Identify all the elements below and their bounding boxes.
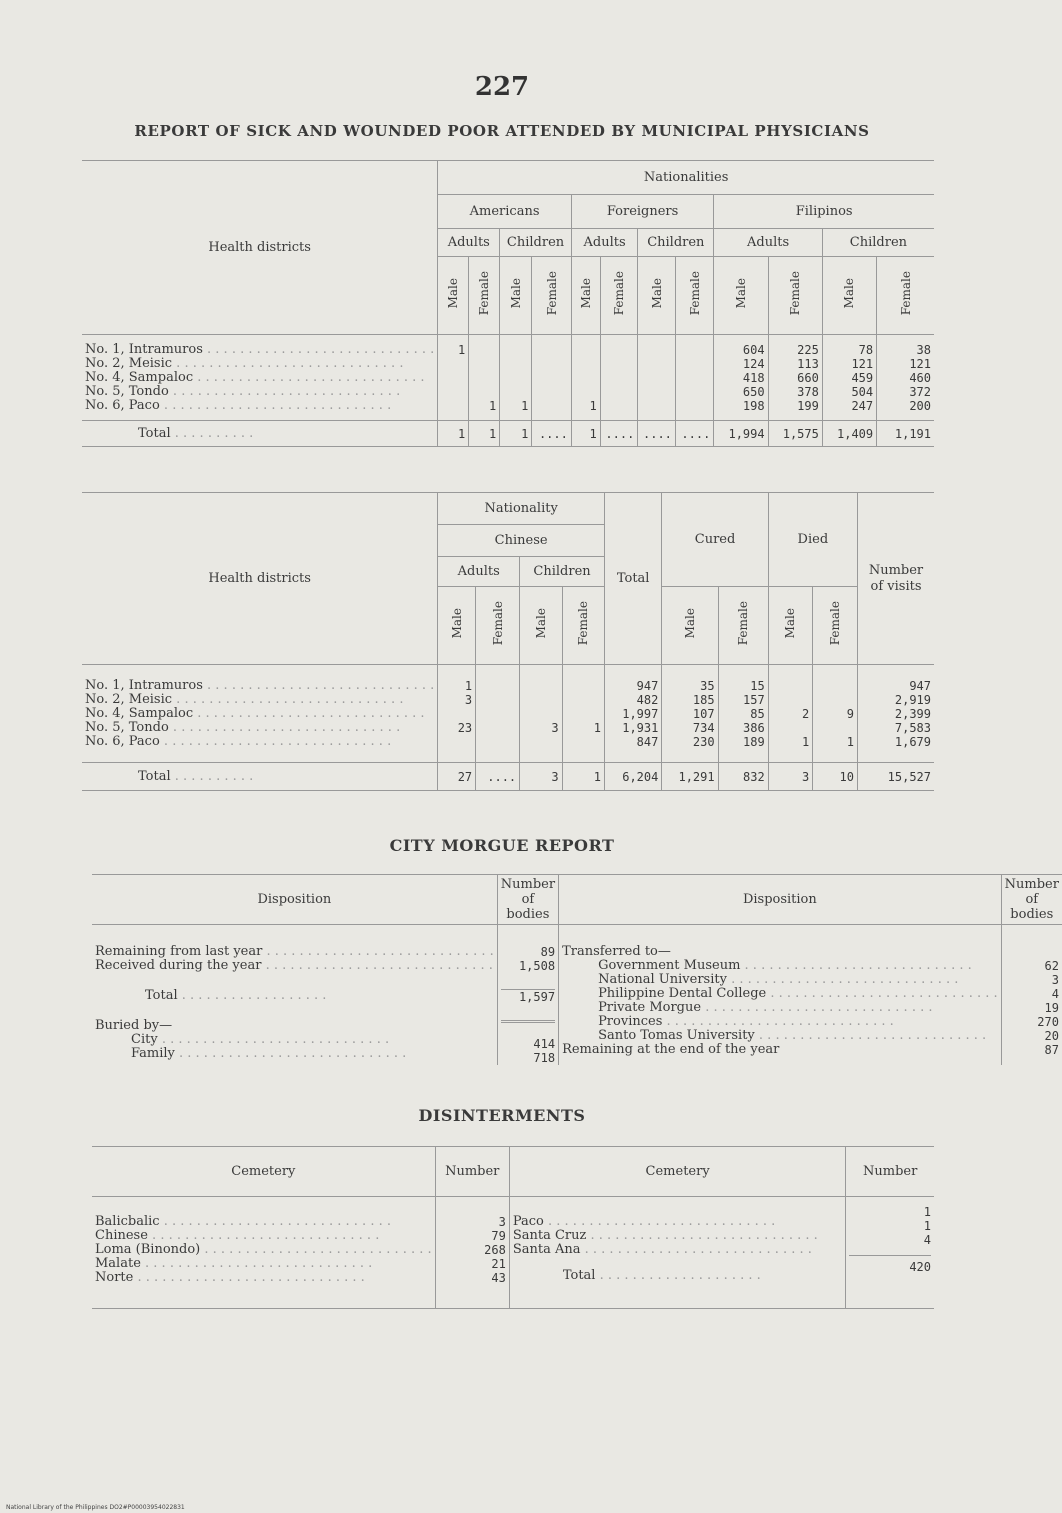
health-districts-header: Health districts <box>82 493 438 665</box>
value-cell <box>816 679 854 693</box>
cured-female-col <box>718 665 768 763</box>
value-cell <box>523 707 558 721</box>
list-item: No. 2, Meisic . . . . . . . . . . . . . . . . . . . . . . . . . . . . <box>85 356 404 371</box>
value-cell: 660 <box>797 371 819 385</box>
list-item: No. 5, Tondo . . . . . . . . . . . . . . . . . . . . . . . . . . . . <box>85 720 401 735</box>
value-cell <box>535 399 567 413</box>
chinese-child-male-col <box>520 665 562 763</box>
value-cell: 378 <box>797 385 819 399</box>
value-cell: 1 <box>923 1205 931 1219</box>
total-cell: 15,527 <box>858 763 935 791</box>
value-cell: 23 <box>457 721 473 735</box>
value-cell: 189 <box>743 735 765 749</box>
value-cell: 121 <box>851 357 874 371</box>
americans-adult-male-col <box>438 335 469 421</box>
value-cell <box>566 735 601 749</box>
value-cell <box>479 679 516 693</box>
foreigners-child-female-col <box>675 335 713 421</box>
value-cell: 1 <box>458 343 466 357</box>
value-cell: 15 <box>750 679 765 693</box>
bodies-header: Number of bodies <box>1001 875 1062 925</box>
total-cell: .... <box>600 421 638 447</box>
district-list <box>85 679 434 749</box>
chinese-adult-female-col <box>476 665 520 763</box>
value-cell: 230 <box>692 735 715 749</box>
male-header: Male <box>783 608 798 639</box>
value-cell <box>575 357 597 371</box>
value-cell: 372 <box>909 385 931 399</box>
value-cell <box>604 371 635 385</box>
value-cell <box>679 385 710 399</box>
value-cell <box>566 679 601 693</box>
list-item: City . . . . . . . . . . . . . . . . . . . . . . . . . . . . <box>131 1032 390 1047</box>
value-cell: 459 <box>851 371 874 385</box>
total-cell: .... <box>675 421 713 447</box>
list-item: No. 5, Tondo . . . . . . . . . . . . . . . . . . . . . . . . . . . . <box>85 384 401 399</box>
value-cell <box>772 721 810 735</box>
buried-values <box>501 1037 555 1065</box>
value-cell: 35 <box>700 679 715 693</box>
value-cell: 1 <box>923 1219 931 1233</box>
value-cell <box>479 707 516 721</box>
total-cell: 1 <box>562 763 604 791</box>
total-cell: 3 <box>768 763 813 791</box>
value-cell: 270 <box>1037 1015 1059 1029</box>
foreigners-header: Foreigners <box>571 195 713 229</box>
value-cell <box>641 399 672 413</box>
value-cell <box>679 399 710 413</box>
list-item: No. 1, Intramuros . . . . . . . . . . . . . . . . . . . . . . . . . . . . <box>85 342 435 357</box>
total-value: 1,597 <box>518 990 556 1004</box>
value-cell: 2 <box>802 707 810 721</box>
list-item: Paco . . . . . . . . . . . . . . . . . . . . . . . . . . . . <box>512 1214 776 1229</box>
died-male-col <box>768 665 813 763</box>
foreigners-child-male-col <box>638 335 676 421</box>
total-cell: 6,204 <box>604 763 661 791</box>
value-cell <box>679 343 710 357</box>
female-header: Female <box>490 601 505 646</box>
value-cell <box>472 357 496 371</box>
list-item: Malate . . . . . . . . . . . . . . . . . . . . . . . . . . . . <box>95 1256 373 1271</box>
value-cell: 38 <box>916 343 931 357</box>
total-cell: 1,409 <box>822 421 876 447</box>
value-cell <box>641 343 672 357</box>
adults-header: Adults <box>714 229 823 257</box>
value-cell: 4 <box>1051 987 1059 1001</box>
cemetery-values <box>435 1197 509 1309</box>
value-cell: 1,508 <box>518 959 556 973</box>
value-cell: 78 <box>858 343 874 357</box>
received-values <box>501 945 555 973</box>
list-item: Private Morgue . . . . . . . . . . . . . . . . . . . . . . . . . . . . <box>598 1000 933 1015</box>
table-row <box>82 335 934 421</box>
value-cell: 124 <box>742 357 765 371</box>
list-item: Government Museum . . . . . . . . . . . . . . . . . . . . . . . . . . . . <box>598 958 972 973</box>
value-cell <box>479 721 516 735</box>
total-header: Total <box>604 493 661 665</box>
filipinos-header: Filipinos <box>714 195 934 229</box>
total-cell: .... <box>476 763 520 791</box>
list-item: Norte . . . . . . . . . . . . . . . . . . . . . . . . . . . . <box>95 1270 365 1285</box>
transfer-values <box>1001 925 1062 1066</box>
total-row: Total . . . . . . . . . . 27 .... 3 1 6,204 1,291 832 3 10 15,527 <box>82 763 934 791</box>
page-number: 227 <box>474 72 530 102</box>
value-cell: 43 <box>491 1271 506 1285</box>
value-cell <box>503 371 528 385</box>
value-cell: 198 <box>742 399 765 413</box>
cemetery-header: Cemetery <box>92 1147 435 1197</box>
table-row <box>82 665 934 763</box>
chinese-adult-male-col <box>438 665 476 763</box>
value-cell: 113 <box>797 357 819 371</box>
visits-col <box>858 665 935 763</box>
value-cell <box>441 385 465 399</box>
value-cell: 1 <box>521 399 529 413</box>
total-cell: 1 <box>571 421 600 447</box>
disposition-header: Disposition <box>559 875 1002 925</box>
value-cell <box>604 385 635 399</box>
list-item: Received during the year . . . . . . . . . . . . . . . . . . . . . . . . . . . . <box>95 958 493 973</box>
value-cell <box>472 371 496 385</box>
value-cell: 3 <box>498 1215 506 1229</box>
male-header: Male <box>446 278 461 309</box>
cured-male-col <box>662 665 718 763</box>
value-cell <box>816 693 854 707</box>
total-row: Total . . . . . . . . . . 1 1 1 .... 1 .... .... .... 1,994 1,575 1,409 1,191 <box>82 421 934 447</box>
value-cell: 1,679 <box>894 735 931 749</box>
value-cell <box>479 735 516 749</box>
value-cell: 268 <box>484 1243 506 1257</box>
male-header: Male <box>682 608 697 639</box>
value-cell <box>535 385 567 399</box>
list-item: Family . . . . . . . . . . . . . . . . . . . . . . . . . . . . <box>131 1046 407 1061</box>
value-cell: 1,931 <box>622 721 659 735</box>
value-cell <box>641 385 672 399</box>
buried-by-label: Buried by— <box>95 1018 173 1033</box>
visits-header: Number of visits <box>858 493 935 665</box>
value-cell: 21 <box>491 1257 506 1271</box>
value-cell <box>503 385 528 399</box>
filipinos-child-male-col <box>822 335 876 421</box>
value-cell: 87 <box>1044 1043 1059 1057</box>
value-cell <box>441 399 465 413</box>
total-label: Total <box>138 768 171 784</box>
value-cell <box>575 343 597 357</box>
list-item: Balicbalic . . . . . . . . . . . . . . . . . . . . . . . . . . . . <box>95 1214 391 1229</box>
value-cell: 157 <box>743 693 765 707</box>
list-item: National University . . . . . . . . . . . . . . . . . . . . . . . . . . . . <box>598 972 959 987</box>
female-header: Female <box>477 271 492 316</box>
value-cell <box>441 707 472 721</box>
value-cell: 3 <box>551 721 559 735</box>
female-header: Female <box>576 601 591 646</box>
total-cell: 1,575 <box>768 421 822 447</box>
value-cell <box>441 357 465 371</box>
filipinos-adult-female-col <box>768 335 822 421</box>
value-cell <box>816 721 854 735</box>
value-cell: 604 <box>742 343 765 357</box>
list-item: No. 6, Paco . . . . . . . . . . . . . . . . . . . . . . . . . . . . <box>85 398 392 413</box>
value-cell: 4 <box>923 1233 931 1247</box>
total-cell: 10 <box>813 763 858 791</box>
transfer-list <box>562 959 998 1043</box>
list-item: No. 6, Paco . . . . . . . . . . . . . . . . . . . . . . . . . . . . <box>85 734 392 749</box>
value-cell: 85 <box>750 707 765 721</box>
male-header: Male <box>533 608 548 639</box>
foreigners-adult-female-col <box>600 335 638 421</box>
total-cell: 1 <box>500 421 532 447</box>
male-header: Male <box>733 278 748 309</box>
cemetery-values <box>849 1205 931 1247</box>
value-cell: 121 <box>909 357 931 371</box>
value-cell: 185 <box>692 693 715 707</box>
value-cell: 62 <box>1044 959 1059 973</box>
total-cell: 27 <box>438 763 476 791</box>
value-cell: 247 <box>851 399 874 413</box>
bodies-header: Number of bodies <box>497 875 558 925</box>
value-cell: 847 <box>636 735 659 749</box>
total-cell: .... <box>638 421 676 447</box>
chinese-child-female-col <box>562 665 604 763</box>
list-item: Loma (Binondo) . . . . . . . . . . . . . . . . . . . . . . . . . . . . <box>95 1242 432 1257</box>
value-cell: 1 <box>489 399 497 413</box>
value-cell: 20 <box>1044 1029 1059 1043</box>
list-item: No. 2, Meisic . . . . . . . . . . . . . . . . . . . . . . . . . . . . <box>85 692 404 707</box>
value-cell <box>679 357 710 371</box>
value-cell <box>472 343 496 357</box>
remaining-end-label: Remaining at the end of the year <box>562 1042 780 1057</box>
list-item: Santo Tomas University . . . . . . . . . . . . . . . . . . . . . . . . . . . . <box>598 1028 987 1043</box>
list-item: No. 4, Sampaloc . . . . . . . . . . . . . . . . . . . . . . . . . . . . <box>85 706 425 721</box>
value-cell: 225 <box>797 343 819 357</box>
value-cell <box>523 735 558 749</box>
children-header: Children <box>822 229 934 257</box>
female-header: Female <box>828 601 843 646</box>
value-cell <box>575 385 597 399</box>
value-cell: 89 <box>540 945 556 959</box>
disinterments-title: DISINTERMENTS <box>418 1106 586 1125</box>
filipinos-adult-male-col <box>714 335 768 421</box>
cured-header: Cured <box>662 493 768 587</box>
total-cell: 1 <box>438 421 469 447</box>
chinese-outcomes-table <box>82 492 934 791</box>
value-cell <box>535 357 567 371</box>
nationalities-header: Nationalities <box>438 161 934 195</box>
male-header: Male <box>578 278 593 309</box>
female-header: Female <box>788 271 803 316</box>
nationalities-table <box>82 160 934 447</box>
value-cell <box>535 343 567 357</box>
list-item: Chinese . . . . . . . . . . . . . . . . . . . . . . . . . . . . <box>95 1228 380 1243</box>
value-cell: 734 <box>692 721 715 735</box>
value-cell: 482 <box>636 693 659 707</box>
value-cell: 2,919 <box>894 693 931 707</box>
list-item: Provinces . . . . . . . . . . . . . . . . . . . . . . . . . . . . <box>598 1014 894 1029</box>
value-cell: 460 <box>909 371 931 385</box>
value-cell: 1 <box>846 735 854 749</box>
report-title: REPORT OF SICK AND WOUNDED POOR ATTENDED BY MUNICIPAL PHYSICIANS <box>134 122 870 140</box>
value-cell: 200 <box>909 399 931 413</box>
district-list <box>85 343 434 413</box>
value-cell: 79 <box>491 1229 506 1243</box>
total-cell: 3 <box>520 763 562 791</box>
total-cell: 1,994 <box>714 421 768 447</box>
total-value: 420 <box>909 1260 931 1274</box>
adults-header: Adults <box>438 229 500 257</box>
died-female-col <box>813 665 858 763</box>
chinese-header: Chinese <box>438 525 605 557</box>
female-header: Female <box>898 271 913 316</box>
value-cell: 2,399 <box>894 707 931 721</box>
value-cell <box>535 371 567 385</box>
value-cell <box>441 371 465 385</box>
value-cell: 947 <box>636 679 659 693</box>
value-cell <box>772 693 810 707</box>
total-cell: 1,191 <box>877 421 934 447</box>
footer-text: National Library of the Philippines DO2#P00003954022831 <box>6 1504 185 1511</box>
list-item: Santa Ana . . . . . . . . . . . . . . . . . . . . . . . . . . . . <box>512 1242 812 1257</box>
value-cell <box>641 371 672 385</box>
female-header: Female <box>612 271 627 316</box>
americans-child-female-col <box>532 335 571 421</box>
value-cell <box>503 343 528 357</box>
value-cell <box>604 343 635 357</box>
total-cell: .... <box>532 421 571 447</box>
total-cell: 1,291 <box>662 763 718 791</box>
foreigners-adult-male-col <box>571 335 600 421</box>
value-cell <box>479 693 516 707</box>
value-cell: 1 <box>593 721 601 735</box>
value-cell <box>472 385 496 399</box>
total-cell: 1 <box>469 421 500 447</box>
male-header: Male <box>649 278 664 309</box>
value-cell: 414 <box>533 1037 556 1051</box>
male-header: Male <box>449 608 464 639</box>
total-label: Total <box>145 988 178 1003</box>
value-cell <box>566 707 601 721</box>
cemetery-header: Cemetery <box>509 1147 846 1197</box>
filipinos-child-female-col <box>877 335 934 421</box>
americans-child-male-col <box>500 335 532 421</box>
value-cell <box>503 357 528 371</box>
value-cell <box>575 371 597 385</box>
list-item: Remaining from last year . . . . . . . . . . . . . . . . . . . . . . . . . . . . <box>95 944 494 959</box>
male-header: Male <box>508 278 523 309</box>
morgue-title: CITY MORGUE REPORT <box>389 836 615 855</box>
female-header: Female <box>544 271 559 316</box>
value-cell <box>679 371 710 385</box>
value-cell: 9 <box>846 707 854 721</box>
total-cell: 832 <box>718 763 768 791</box>
disinterments-table: Cemetery Number Cemetery Number Balicbalic . . . . . . . . . . . . . . . . . . . . . . . . . . . . Chinese . . . . . . . . . . . . . . . . . . . . . . . . . . . . Loma (Binondo) . . . . . . . . . . . . . . . . . . . . . . . . . . . . Malate . . . . . . . . . . . . . . . . . . . . . . . . . . . . Norte . . . . . . . . . . . . . . . . . . . . . . . . . . . . 3 79 268 21 43 Paco . . . . . . . . . . . . . . . . . . . . . . . . . . . . Santa Cruz . . . . . . . . . . . . . . . . . . . . . . . . . . . . Santa Ana . . . . . . . . . . . . . . . . . . . . . . . . . . . . Total . . . . . . . . . . . . . . . . . . . . 1 1 4 420 <box>92 1146 934 1309</box>
received-list <box>95 945 494 973</box>
value-cell: 3 <box>464 693 473 707</box>
morgue-table: Disposition Number of bodies Disposition Number of bodies Remaining from last year . . . . . . . . . . . . . . . . . . . . . . . . . . . . Received during the year . . . . . . . . . . . . . . . . . . . . . . . . . . . . Total . . . . . . . . . . . . . . . . . . Buried by— City . . . . . . . . . . . . . . . . . . . . . . . . . . . . Family . . . . . . . . . . . . . . . . . . . . . . . . . . . . 89 1,508 1,597 414 718 Transferred to— Government Museum . . . . . . . . . . . . . . . . . . . . . . . . . . . . National University . . . . . . . . . . . . . . . . . . . . . . . . . . . . Philippine Dental College . . . . . . . . . . . . . . . . . . . . . . . . . . . . Private Morgue . . . . . . . . . . . . . . . . . . . . . . . . . . . . Provinces . . . . . . . . . . . . . . . . . . . . . . . . . . . . Santo Tomas University . . . . . . . . . . . . . . . . . . . . . . . . . . . . Remaining at the end of the year 62 3 4 19 270 20 87 <box>92 874 1062 1065</box>
value-cell: 199 <box>797 399 819 413</box>
value-cell <box>604 357 635 371</box>
total-label: Total <box>138 425 171 441</box>
value-cell: 1,997 <box>622 707 659 721</box>
value-cell <box>641 357 672 371</box>
value-cell: 947 <box>909 679 931 693</box>
died-header: Died <box>768 493 857 587</box>
list-item: No. 4, Sampaloc . . . . . . . . . . . . . . . . . . . . . . . . . . . . <box>85 370 425 385</box>
number-header: Number <box>846 1147 934 1197</box>
disposition-header: Disposition <box>92 875 497 925</box>
value-cell: 650 <box>742 385 765 399</box>
value-cell <box>772 679 810 693</box>
children-header: Children <box>500 229 572 257</box>
value-cell: 718 <box>533 1051 556 1065</box>
buried-list <box>95 1033 494 1061</box>
value-cell: 107 <box>692 707 715 721</box>
children-header: Children <box>638 229 714 257</box>
transferred-to-label: Transferred to— <box>562 944 671 959</box>
value-cell: 504 <box>851 385 874 399</box>
health-districts-header: Health districts <box>82 161 438 335</box>
total-col <box>604 665 661 763</box>
value-cell <box>523 679 558 693</box>
male-header: Male <box>842 278 857 309</box>
nationality-header: Nationality <box>438 493 605 525</box>
children-header: Children <box>520 557 605 587</box>
female-header: Female <box>687 271 702 316</box>
value-cell: 386 <box>743 721 765 735</box>
adults-header: Adults <box>571 229 637 257</box>
value-cell: 1 <box>802 735 810 749</box>
value-cell: 1 <box>589 399 597 413</box>
list-item: Philippine Dental College . . . . . . . . . . . . . . . . . . . . . . . . . . . . <box>598 986 998 1001</box>
value-cell: 418 <box>742 371 765 385</box>
value-cell: 19 <box>1044 1001 1059 1015</box>
value-cell: 1 <box>464 679 473 693</box>
number-header: Number <box>435 1147 509 1197</box>
americans-header: Americans <box>438 195 572 229</box>
americans-adult-female-col <box>469 335 500 421</box>
list-item: No. 1, Intramuros . . . . . . . . . . . . . . . . . . . . . . . . . . . . <box>85 678 435 693</box>
female-header: Female <box>736 601 751 646</box>
cemetery-list <box>95 1215 432 1285</box>
total-label: Total <box>562 1268 596 1283</box>
value-cell <box>441 735 472 749</box>
value-cell: 3 <box>1051 973 1059 987</box>
value-cell: 7,583 <box>894 721 931 735</box>
adults-header: Adults <box>438 557 520 587</box>
value-cell <box>523 693 558 707</box>
value-cell <box>566 693 601 707</box>
list-item: Santa Cruz . . . . . . . . . . . . . . . . . . . . . . . . . . . . <box>512 1228 818 1243</box>
value-cell <box>604 399 635 413</box>
cemetery-list <box>513 1215 843 1257</box>
